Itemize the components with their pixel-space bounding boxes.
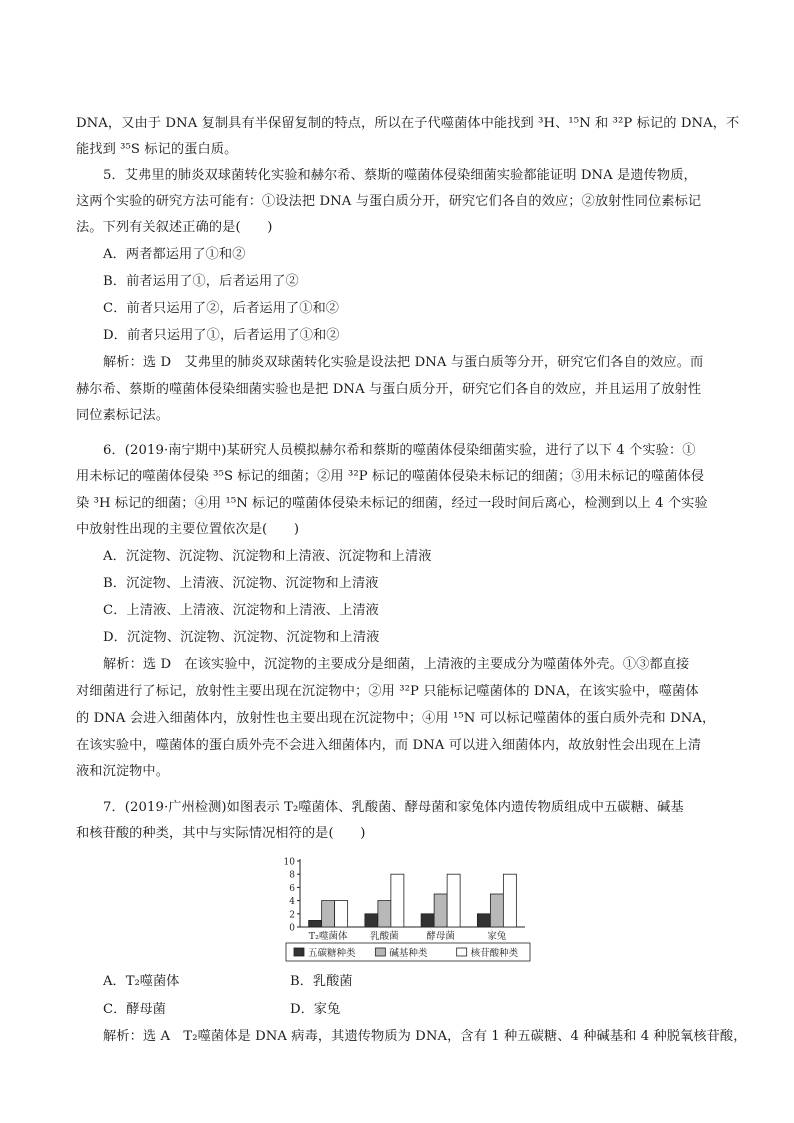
option-c: C．酵母菌 [103,1002,166,1017]
x-tick-label: 酵母菌 [426,931,455,942]
text-line: 对细菌进行了标记，放射性主要出现在沉淀物中；②用 ³²P 只能标记噬菌体的 DNA，在该实验中，噬菌体 [76,684,699,699]
option-d: D．前者只运用了①，后者运用了①和② [103,328,340,343]
y-tick-label: 6 [289,883,295,894]
bar [322,901,335,927]
text-line: 和核苷酸的种类，其中与实际情况相符的是( ) [76,826,366,841]
bar [391,874,404,927]
y-tick-label: 0 [289,923,295,934]
bar [309,920,322,927]
option-b: B．前者运用了①，后者运用了② [103,274,299,289]
bar [503,874,516,927]
option-c: C．前者只运用了②，后者运用了①和② [103,301,340,316]
answer-explanation: 解析：选 D 在该实验中，沉淀物的主要成分是细菌，上清液的主要成分为噬菌体外壳。①③都直接 [103,657,690,672]
bar [447,874,460,927]
bar [477,914,490,927]
text-line: 用未标记的噬菌体侵染 ³⁵S 标记的细菌；②用 ³²P 标记的噬菌体侵染未标记的细菌；③用未标记的噬菌体侵 [76,469,705,484]
option-c: C．上清液、上清液、沉淀物和上清液、上清液 [103,603,379,618]
question-6-stem: 6．(2019·南宁期中)某研究人员模拟赫尔希和蔡斯的噬菌体侵染细菌实验，进行了以下 4 个实验：① [103,443,696,458]
x-tick-label: T₂噬菌体 [308,931,348,942]
answer-explanation: 解析：选 A T₂噬菌体是 DNA 病毒，其遗传物质为 DNA，含有 1 种五碳糖、4 种碱基和 4 种脱氧核苷酸， [103,1029,747,1044]
y-tick-label: 10 [283,857,295,868]
option-b: B．沉淀物、上清液、沉淀物、沉淀物和上清液 [103,576,379,591]
bar-chart-svg [280,850,532,966]
y-tick-label: 8 [289,870,295,881]
legend-swatch [294,948,304,956]
text-line: 同位素标记法。 [76,408,170,423]
text-line: 能找到 ³⁵S 标记的蛋白质。 [76,142,238,157]
x-tick-label: 乳酸菌 [370,931,399,942]
bar [421,914,434,927]
option-b: B．乳酸菌 [290,974,353,989]
x-tick-label: 家兔 [487,931,507,942]
y-tick-label: 4 [289,897,295,908]
bar [378,901,391,927]
text-line: 液和沉淀物中。 [76,764,170,779]
option-d: D．沉淀物、沉淀物、沉淀物、沉淀物和上清液 [103,630,380,645]
legend-swatch [375,948,385,956]
legend-swatch [457,948,467,956]
legend-label: 核苷酸种类 [470,948,519,959]
option-d: D．家兔 [290,1002,341,1017]
legend-label: 五碳糖种类 [308,948,356,959]
bar [434,894,447,927]
bar [490,894,503,927]
question-7-stem: 7．(2019·广州检测)如图表示 T₂噬菌体、乳酸菌、酵母菌和家兔体内遗传物质组成中五碳糖、碱基 [103,800,684,815]
text-line: 中放射性出现的主要位置依次是( ) [76,522,300,537]
text-line: 在该实验中，噬菌体的蛋白质外壳不会进入细菌体内，而 DNA 可以进入细菌体内，故放射性会出现在上清 [76,738,702,753]
bar [365,914,378,927]
text-line: 法。下列有关叙述正确的是( ) [76,220,273,235]
legend-label: 碱基种类 [389,948,428,959]
bar [335,901,348,927]
option-a: A．两者都运用了①和② [103,247,246,262]
text-line: DNA，又由于 DNA 复制具有半保留复制的特点，所以在子代噬菌体中能找到 ³H、¹⁵N 和 ³²P 标记的 DNA，不 [76,116,740,131]
text-line: 赫尔希、蔡斯的噬菌体侵染细菌实验也是把 DNA 与蛋白质分开，研究它们各自的效应，并且运用了放射性 [76,382,702,397]
text-line: 这两个实验的研究方法可能有：①设法把 DNA 与蛋白质分开，研究它们各自的效应；②放射性同位素标记 [76,194,702,209]
y-tick-label: 2 [289,910,295,921]
text-line: 的 DNA 会进入细菌体内，放射性也主要出现在沉淀物中；④用 ¹⁵N 可以标记噬菌体的蛋白质外壳和 DNA， [76,711,716,726]
answer-explanation: 解析：选 D 艾弗里的肺炎双球菌转化实验是设法把 DNA 与蛋白质等分开，研究它们各自的效应。而 [103,355,704,370]
option-a: A．沉淀物、沉淀物、沉淀物和上清液、沉淀物和上清液 [103,549,432,564]
option-a: A．T₂噬菌体 [103,974,180,989]
question-5-stem: 5．艾弗里的肺炎双球菌转化实验和赫尔希、蔡斯的噬菌体侵染细菌实验都能证明 DNA 是遗传物质， [103,168,697,183]
text-line: 染 ³H 标记的细菌；④用 ¹⁵N 标记的噬菌体侵染未标记的细菌，经过一段时间后离心，检测到以上 4 个实验 [76,496,708,511]
bar-chart [280,850,532,966]
